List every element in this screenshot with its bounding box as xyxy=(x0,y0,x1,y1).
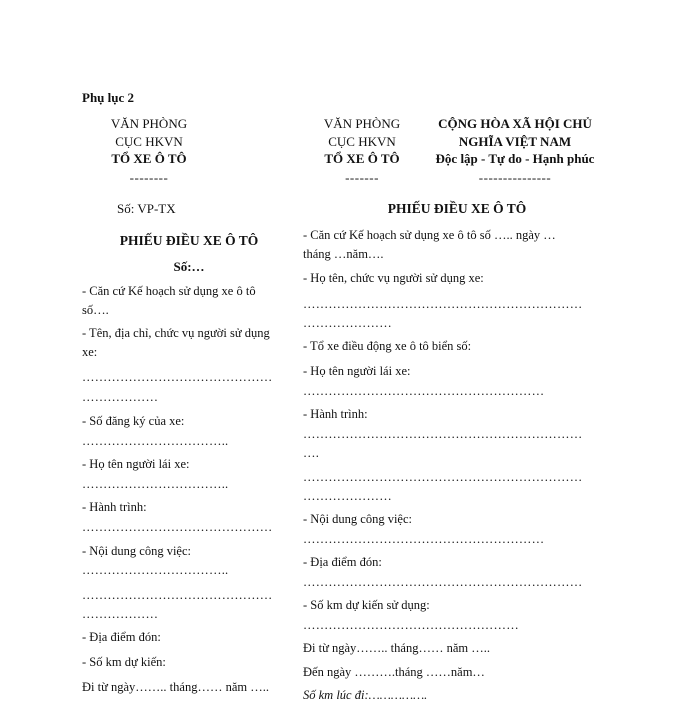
left-office: VĂN PHÒNG xyxy=(110,116,188,131)
right-dash: --------------- xyxy=(478,170,552,185)
right-line-a11: …. xyxy=(303,446,320,460)
left-line-13: - Nội dung công việc: xyxy=(82,544,192,558)
left-line-12: ……………………………………… xyxy=(82,520,273,534)
right-line-a22: Số km lúc đi:……………. xyxy=(303,688,428,702)
right-line-a17: ………………………………………………………… xyxy=(303,575,583,589)
right-line-a14: - Nội dung công việc: xyxy=(303,512,413,526)
left-team: TỔ XE Ô TÔ xyxy=(111,151,187,166)
right-line-a16: - Địa điểm đón: xyxy=(303,555,382,569)
right-line-a19: …………………………………………… xyxy=(303,618,519,632)
right-line-a13: ………………… xyxy=(303,489,392,503)
left-number: Số: VP-TX xyxy=(117,201,176,216)
left-line-4: xe: xyxy=(82,345,98,359)
right-line-a10: ………………………………………………………… xyxy=(303,427,583,441)
right-line-a15: ………………………………………………… xyxy=(303,532,545,546)
left-line-18: - Số km dự kiến: xyxy=(82,655,166,669)
right-motto: Độc lập - Tự do - Hạnh phúc xyxy=(435,151,595,166)
left-dept: CỤC HKVN xyxy=(115,134,183,149)
right-line-a6: - Tổ xe điều động xe ô tô biển số: xyxy=(303,339,472,353)
right-line-a21: Đến ngày ……….tháng ……năm… xyxy=(303,665,485,679)
left-line-17: - Địa điểm đón: xyxy=(82,630,161,644)
right-line-a1: - Căn cứ Kế hoạch sử dụng xe ô tô số ….. ngày … xyxy=(303,228,556,242)
left-line-5: ……………………………………… xyxy=(82,370,273,384)
left-line-15: ……………………………………… xyxy=(82,588,273,602)
right-line-a8: ………………………………………………… xyxy=(303,384,545,398)
left-dash: -------- xyxy=(129,170,169,185)
left-line-11: - Hành trình: xyxy=(82,500,147,514)
mid-dash: ------- xyxy=(345,170,379,185)
right-line-a7: - Họ tên người lái xe: xyxy=(303,364,411,378)
left-line-7: - Số đăng ký của xe: xyxy=(82,414,185,428)
left-form-subnum: Số:… xyxy=(173,259,205,274)
left-line-1: - Căn cứ Kế hoạch sử dụng xe ô tô xyxy=(82,284,256,298)
left-line-9: - Họ tên người lái xe: xyxy=(82,457,190,471)
mid-team: TỔ XE Ô TÔ xyxy=(324,151,400,166)
left-line-19: Đi từ ngày…….. tháng…… năm ….. xyxy=(82,680,269,694)
left-form-title: PHIẾU ĐIỀU XE Ô TÔ xyxy=(119,233,259,248)
left-line-10: …………………………….. xyxy=(82,477,229,491)
appendix-title: Phụ lục 2 xyxy=(82,90,135,105)
right-line-a5: ………………… xyxy=(303,316,392,330)
left-line-6: ……………… xyxy=(82,390,159,404)
left-line-16: ……………… xyxy=(82,607,159,621)
left-line-2: số…. xyxy=(82,303,109,317)
right-line-a4: ………………………………………………………… xyxy=(303,297,583,311)
right-line-a3: - Họ tên, chức vụ người sử dụng xe: xyxy=(303,271,484,285)
mid-office: VĂN PHÒNG xyxy=(323,116,401,131)
right-form-title: PHIẾU ĐIỀU XE Ô TÔ xyxy=(387,201,527,216)
right-line-a20: Đi từ ngày…….. tháng…… năm ….. xyxy=(303,641,490,655)
mid-dept: CỤC HKVN xyxy=(328,134,396,149)
right-line-a2: tháng …năm…. xyxy=(303,247,384,261)
left-line-14: …………………………….. xyxy=(82,563,229,577)
right-line-a18: - Số km dự kiến sử dụng: xyxy=(303,598,430,612)
right-line-a9: - Hành trình: xyxy=(303,407,368,421)
left-line-8: …………………………….. xyxy=(82,434,229,448)
right-line-2: NGHĨA VIỆT NAM xyxy=(458,134,572,149)
right-line-a12: ………………………………………………………… xyxy=(303,470,583,484)
left-line-3: - Tên, địa chỉ, chức vụ người sử dụng xyxy=(82,326,270,340)
right-line-1: CỘNG HÒA XÃ HỘI CHỦ xyxy=(438,116,592,131)
